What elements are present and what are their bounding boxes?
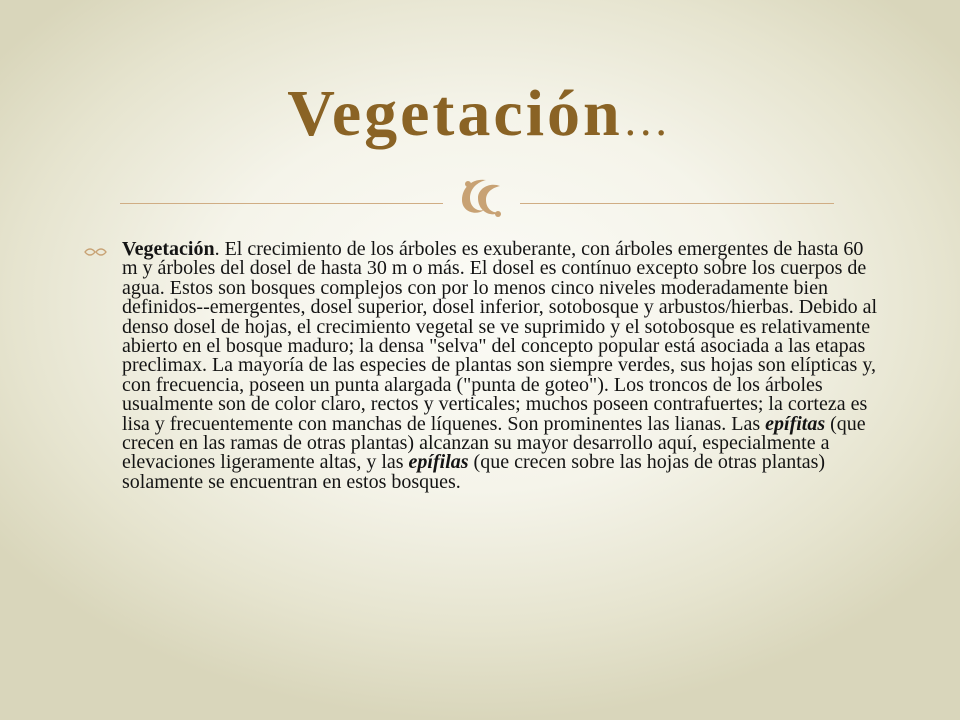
term-epifilas: epífilas — [408, 451, 469, 474]
paragraph-segment-2: (que crecen en las ramas de otras plantas) alcanzan su mayor desarrollo aquí, especialmente a elevaciones ligeramente altas, y las — [122, 412, 866, 474]
flourish-icon — [448, 170, 512, 224]
title-ellipsis: … — [622, 94, 673, 145]
divider-line-left — [120, 203, 443, 204]
paragraph-segment-3: (que crecen sobre las hojas de otras plantas) solamente se encuentran en estos bosques. — [122, 451, 826, 493]
lead-term: Vegetación — [122, 238, 215, 260]
term-epifitas: epífitas — [765, 412, 826, 435]
title-text: Vegetación — [287, 77, 623, 150]
vegetation-paragraph — [122, 240, 882, 492]
divider-line-right — [520, 203, 834, 204]
paragraph-segment-1: . El crecimiento de los árboles es exuberante, con árboles emergentes de hasta 60 m y árboles del dosel de hasta 30 m o más. El dosel es contínuo excepto sobre los cuerpos de agua. Estos son bosques complejos con por lo menos cinco niveles moderadamente bien definidos--emergentes, dosel superior, dosel inferior, sotobosque y arbustos/hierbas. Debido al denso dosel de hojas, el crecimiento vegetal se ve suprimido y el sotobosque es relativamente abierto en el bosque maduro; la densa "selva" del concepto popular está asociada a las etapas preclimax. La mayoría de las especies de plantas son siempre verdes, sus hojas son elípticas y, con frecuencia, poseen un punta alargada ("punta de goteo"). Los troncos de los árboles usualmente son de color claro, rectos y verticales; muchos poseen contrafuertes; la corteza es lisa y frecuentemente con manchas de líquenes. Son prominentes las lianas. Las — [122, 238, 878, 435]
slide-title — [0, 72, 960, 162]
bullet-arrow-icon — [84, 246, 108, 258]
